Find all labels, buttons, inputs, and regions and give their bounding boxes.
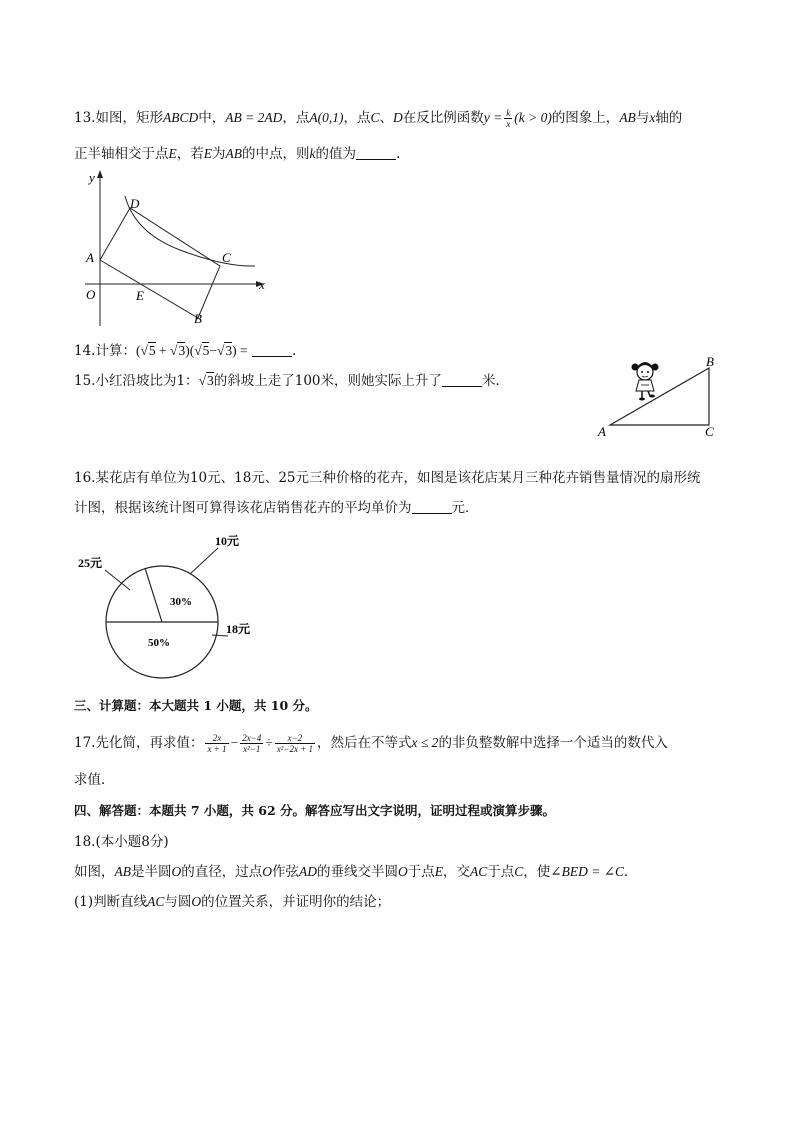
leader-line-10	[190, 548, 218, 574]
q16-line1: 16.某花店有单位为10元、18元、25元三种价格的花卉，如图是该花店某月三种花卉销售量情况的扇形统	[74, 470, 701, 486]
q18-part1: (1)判断直线AC与圆O的位置关系，并证明你的结论；	[74, 894, 391, 910]
q16-line2: 计图，根据该统计图可算得该花店销售花卉的平均单价为 元．	[74, 500, 479, 516]
q13-line2: 正半轴相交于点E，若E为AB的中点，则k的值为 .	[74, 146, 401, 162]
answer-blank	[356, 147, 396, 160]
section-3-heading: 三、计算题：本大题共 1 小题，共 10 分。	[74, 698, 318, 713]
pie-chart	[70, 530, 270, 680]
q13-label-B: B	[194, 311, 202, 326]
q15-label-A: A	[598, 424, 606, 439]
q17-line2: 求值．	[74, 772, 115, 788]
q13-label-y: y	[89, 170, 95, 185]
q13-label-E: E	[136, 288, 144, 303]
slice-value-10: 30%	[170, 596, 192, 608]
q13-figure	[70, 168, 270, 330]
q13-label-x: x	[259, 277, 265, 292]
q13-label-A: A	[86, 250, 94, 265]
answer-blank	[412, 501, 452, 514]
q18-title: 18.(本小题8分)	[74, 834, 169, 850]
slice-label-10: 10元	[215, 534, 240, 548]
q13-label-C: C	[222, 250, 231, 265]
section-4-heading: 四、解答题：本题共 7 小题，共 62 分。解答应写出文字说明，证明过程或演算步骤。	[74, 803, 556, 818]
q13-label-O: O	[86, 287, 96, 302]
slice-label-25: 25元	[78, 556, 103, 570]
q15-label-C: C	[705, 424, 714, 439]
girl-illustration	[632, 362, 659, 401]
answer-blank	[252, 344, 292, 357]
slice-label-18: 18元	[226, 622, 251, 636]
q18-statement: 如图，AB是半圆O的直径，过点O作弦AD的垂线交半圆O于点E，交AC于点C，使∠BED = ∠C．	[74, 864, 638, 880]
q13-line1: 13.如图，矩形ABCD中，AB = 2AD，点A(0,1)，点C、D在反比例函数y = $\frac{k}{x}$ (k > 0)的图象上，AB与x轴的	[74, 108, 683, 129]
q15-label-B: B	[706, 354, 714, 369]
answer-blank	[442, 374, 482, 387]
q17-line1: 17.先化简，再求值： $\frac{2x}{x + 1}$ − $\frac{2x-4}{\text{x²−1}}$ ÷ $\frac{x-2}{\text{x²−2x + 1}}$ ，然后在不等式x ≤ 2的非负整数解中选择一个适当的数代入	[74, 733, 668, 754]
q13-label-D: D	[130, 196, 140, 211]
q14: 14.计算：(√5 + √3)(√5−√3) = .	[74, 343, 297, 359]
q15: 15.小红沿坡比为1：√3的斜坡上走了100米，则她实际上升了 米．	[74, 373, 510, 389]
q15-figure	[596, 355, 726, 440]
slice-value-18: 50%	[148, 637, 170, 649]
